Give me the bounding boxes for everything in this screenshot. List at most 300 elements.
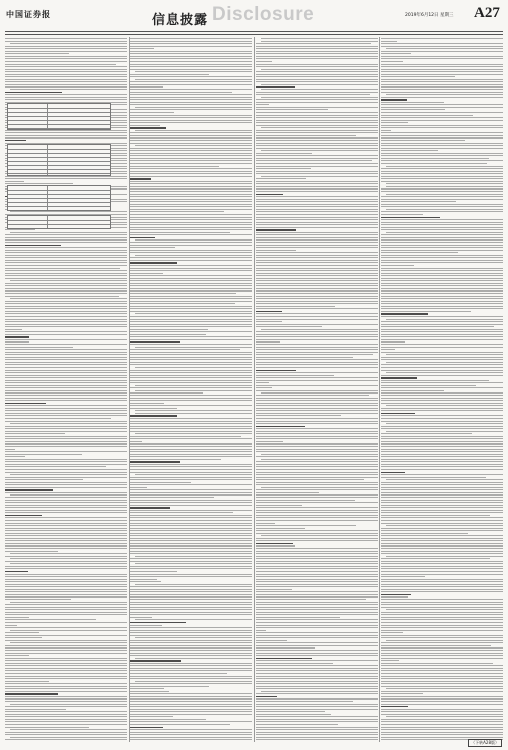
text-line — [256, 46, 378, 47]
text-line — [381, 280, 503, 281]
text-line — [381, 347, 503, 348]
text-line — [130, 232, 230, 233]
text-line — [130, 104, 252, 105]
text-line — [256, 594, 378, 595]
text-line — [386, 431, 503, 432]
text-line — [5, 556, 127, 557]
text-line — [5, 301, 127, 302]
text-line — [381, 125, 503, 126]
text-line — [381, 421, 503, 422]
text-line — [135, 71, 252, 72]
text-line — [381, 451, 503, 452]
text-line — [5, 533, 127, 534]
text-line — [381, 535, 503, 536]
text-line — [130, 668, 252, 669]
text-line — [130, 469, 252, 470]
text-line — [5, 647, 127, 648]
text-line — [256, 698, 378, 699]
text-line — [256, 86, 295, 87]
text-line — [130, 607, 252, 608]
text-line — [386, 405, 503, 406]
text-line — [130, 716, 172, 717]
table-row-rule — [8, 206, 110, 207]
text-line — [256, 296, 378, 297]
text-line — [5, 456, 25, 457]
text-line — [381, 574, 503, 575]
text-line — [256, 721, 378, 722]
text-line — [130, 38, 252, 39]
text-line — [5, 693, 58, 694]
text-line — [5, 239, 127, 240]
table-column-rule — [47, 186, 48, 210]
text-line — [5, 596, 127, 597]
text-line — [130, 520, 252, 521]
text-line — [381, 275, 503, 276]
text-line — [10, 602, 127, 603]
text-line — [130, 48, 153, 49]
text-line — [130, 426, 252, 427]
table-column-rule — [47, 145, 48, 175]
text-line — [256, 255, 378, 256]
text-line — [256, 479, 365, 480]
text-line — [256, 739, 378, 740]
text-line — [130, 196, 252, 197]
text-line — [381, 334, 503, 335]
text-line — [5, 706, 127, 707]
table-row-rule — [8, 157, 110, 158]
text-line — [130, 663, 252, 664]
text-line — [5, 711, 127, 712]
text-line — [256, 66, 378, 67]
text-line — [381, 367, 503, 368]
table-row-rule — [8, 108, 110, 109]
text-line — [381, 326, 494, 327]
column-divider — [129, 37, 130, 742]
text-line — [5, 589, 127, 590]
text-line — [130, 459, 220, 460]
text-line — [5, 576, 127, 577]
text-line — [130, 188, 252, 189]
text-line — [256, 538, 378, 539]
text-line — [381, 466, 503, 467]
text-line — [130, 122, 252, 123]
text-line — [5, 673, 127, 674]
text-line — [5, 454, 82, 455]
text-line — [130, 642, 252, 643]
text-line — [130, 691, 169, 692]
text-line — [256, 642, 378, 643]
text-line — [256, 489, 378, 490]
text-line — [381, 112, 503, 113]
text-line — [130, 117, 252, 118]
text-line — [256, 53, 378, 54]
text-line — [5, 594, 127, 595]
text-line — [130, 234, 252, 235]
text-line — [381, 523, 503, 524]
text-line — [381, 410, 503, 411]
text-line — [381, 678, 503, 679]
text-line — [256, 403, 378, 404]
text-line — [381, 168, 503, 169]
text-line — [130, 602, 252, 603]
text-line — [381, 619, 503, 620]
text-line — [256, 270, 378, 271]
text-line — [5, 341, 29, 342]
data-table — [7, 144, 111, 176]
text-line — [130, 482, 190, 483]
text-line — [130, 102, 252, 103]
text-line — [381, 364, 503, 365]
text-line — [10, 642, 127, 643]
text-line — [261, 150, 378, 151]
text-line — [381, 729, 503, 730]
text-line — [256, 183, 378, 184]
text-line — [256, 548, 378, 549]
text-line — [381, 283, 503, 284]
text-line — [5, 349, 127, 350]
text-line — [10, 563, 127, 564]
text-line — [5, 635, 127, 636]
text-line — [256, 507, 378, 508]
text-line — [5, 262, 127, 263]
text-line — [381, 517, 503, 518]
text-line — [5, 658, 127, 659]
text-line — [381, 400, 503, 401]
text-line — [130, 596, 252, 597]
text-line — [256, 321, 282, 322]
text-line — [256, 421, 378, 422]
text-line — [130, 387, 252, 388]
text-line — [386, 94, 503, 95]
text-line — [5, 492, 127, 493]
text-line — [5, 324, 127, 325]
text-line — [5, 568, 127, 569]
text-line — [130, 477, 252, 478]
text-line — [130, 625, 162, 626]
text-line — [130, 693, 252, 694]
text-line — [381, 64, 503, 65]
text-line — [256, 375, 334, 376]
text-line — [5, 676, 127, 677]
text-line — [381, 676, 503, 677]
text-line — [256, 117, 378, 118]
text-line — [381, 604, 503, 605]
text-line — [256, 115, 378, 116]
text-line — [5, 290, 127, 291]
text-line — [256, 571, 378, 572]
text-line — [381, 617, 503, 618]
text-line — [5, 76, 127, 77]
text-line — [5, 398, 127, 399]
text-line — [130, 533, 252, 534]
text-line — [135, 313, 252, 314]
text-line — [130, 372, 252, 373]
text-line — [381, 484, 503, 485]
text-line — [256, 211, 378, 212]
text-line — [5, 331, 127, 332]
text-line — [130, 676, 252, 677]
text-line — [5, 502, 127, 503]
text-line — [256, 561, 378, 562]
text-line — [256, 673, 378, 674]
text-line — [256, 301, 378, 302]
text-line — [130, 260, 252, 261]
text-line — [256, 625, 378, 626]
text-line — [381, 505, 503, 506]
text-line — [5, 293, 127, 294]
text-line — [256, 658, 312, 659]
text-line — [5, 681, 49, 682]
text-line — [5, 257, 127, 258]
text-line — [381, 306, 503, 307]
text-line — [381, 204, 503, 205]
text-line — [5, 617, 29, 618]
text-line — [381, 148, 503, 149]
text-line — [381, 81, 503, 82]
text-line — [135, 107, 252, 108]
text-line — [5, 530, 127, 531]
text-line — [130, 721, 252, 722]
text-line — [381, 497, 503, 498]
text-line — [381, 46, 503, 47]
text-line — [130, 505, 252, 506]
text-line — [381, 107, 503, 108]
text-line — [256, 428, 378, 429]
text-line — [130, 46, 252, 47]
text-line — [381, 494, 503, 495]
text-line — [130, 199, 252, 200]
text-line — [381, 163, 487, 164]
text-line — [381, 56, 503, 57]
text-line — [5, 477, 127, 478]
text-line — [381, 331, 503, 332]
table-row-rule — [8, 124, 110, 125]
text-line — [5, 561, 127, 562]
text-line — [256, 551, 378, 552]
text-line — [5, 137, 127, 138]
text-line — [5, 58, 127, 59]
text-line — [256, 232, 378, 233]
text-line — [5, 472, 127, 473]
page-body — [5, 37, 503, 742]
text-line — [10, 43, 127, 44]
text-line — [381, 418, 503, 419]
text-line — [5, 385, 127, 386]
text-line — [256, 477, 378, 478]
text-line — [381, 500, 503, 501]
table-row-rule — [8, 194, 110, 195]
text-line — [5, 721, 127, 722]
text-line — [256, 155, 378, 156]
text-line — [381, 321, 503, 322]
text-line — [130, 512, 232, 513]
text-line — [5, 260, 127, 261]
text-line — [130, 591, 252, 592]
text-line — [130, 737, 252, 738]
text-line — [386, 525, 503, 526]
text-line — [130, 421, 252, 422]
text-line — [130, 635, 252, 636]
text-line — [381, 579, 503, 580]
text-line — [256, 426, 305, 427]
text-line — [5, 81, 127, 82]
text-line — [5, 268, 120, 269]
text-line — [5, 275, 127, 276]
text-line — [256, 645, 378, 646]
text-line — [381, 250, 503, 251]
text-line — [256, 472, 378, 473]
text-line — [130, 380, 252, 381]
text-line — [256, 48, 378, 49]
text-line — [10, 232, 127, 233]
text-line — [130, 714, 252, 715]
text-line — [5, 270, 127, 271]
text-line — [381, 375, 503, 376]
text-line — [5, 408, 127, 409]
text-line — [135, 637, 252, 638]
text-line — [256, 655, 378, 656]
text-line — [256, 408, 378, 409]
text-line — [256, 517, 378, 518]
text-line — [256, 576, 378, 577]
text-line — [256, 168, 311, 169]
text-line — [256, 245, 378, 246]
text-line — [381, 637, 503, 638]
text-line — [256, 308, 378, 309]
text-line — [130, 352, 252, 353]
text-line — [256, 724, 338, 725]
text-line — [130, 69, 252, 70]
text-line — [130, 627, 252, 628]
text-line — [256, 288, 378, 289]
text-line — [5, 599, 71, 600]
text-line — [381, 278, 503, 279]
text-line — [381, 512, 503, 513]
text-line — [130, 709, 252, 710]
text-line — [381, 454, 503, 455]
text-line — [130, 538, 252, 539]
text-line — [5, 97, 127, 98]
data-table — [7, 215, 111, 229]
text-line — [130, 701, 252, 702]
text-line — [381, 181, 503, 182]
text-line — [130, 449, 252, 450]
text-line — [130, 594, 252, 595]
text-line — [5, 362, 127, 363]
text-line — [256, 283, 378, 284]
text-line — [5, 579, 127, 580]
text-line — [381, 288, 503, 289]
text-line — [130, 479, 252, 480]
text-line — [5, 627, 127, 628]
text-line — [381, 734, 503, 735]
text-line — [5, 609, 127, 610]
text-line — [256, 704, 378, 705]
text-line — [381, 153, 503, 154]
text-line — [256, 607, 378, 608]
text-line — [130, 487, 147, 488]
text-line — [381, 135, 503, 136]
text-line — [386, 688, 503, 689]
text-line — [130, 545, 252, 546]
text-line — [256, 257, 378, 258]
text-line — [381, 176, 503, 177]
text-line — [381, 109, 445, 110]
text-line — [381, 647, 503, 648]
text-line — [381, 242, 503, 243]
text-line — [256, 326, 323, 327]
text-line — [256, 431, 378, 432]
text-line — [381, 701, 503, 702]
text-line — [130, 270, 252, 271]
text-line — [256, 604, 378, 605]
text-line — [381, 173, 503, 174]
text-line — [130, 581, 161, 582]
text-line — [381, 140, 465, 141]
text-line — [130, 446, 252, 447]
text-line — [135, 145, 252, 146]
text-line — [5, 66, 127, 67]
text-line — [256, 668, 378, 669]
text-line — [130, 510, 252, 511]
text-line — [381, 691, 503, 692]
text-line — [256, 446, 378, 447]
text-line — [381, 290, 503, 291]
text-line — [381, 199, 503, 200]
text-line — [261, 487, 378, 488]
text-line — [130, 400, 252, 401]
text-line — [256, 148, 378, 149]
text-line — [130, 403, 164, 404]
text-line — [256, 387, 272, 388]
text-line — [5, 461, 127, 462]
text-line — [130, 502, 252, 503]
text-line — [5, 237, 127, 238]
text-line — [130, 153, 252, 154]
text-line — [5, 487, 127, 488]
text-line — [130, 492, 252, 493]
text-line — [5, 566, 127, 567]
text-line — [381, 545, 503, 546]
text-line — [135, 658, 252, 659]
text-line — [381, 239, 503, 240]
text-line — [130, 576, 252, 577]
text-line — [381, 441, 503, 442]
text-column — [130, 37, 252, 742]
text-line — [256, 405, 378, 406]
text-line — [130, 706, 252, 707]
text-line — [130, 540, 252, 541]
text-line — [256, 229, 297, 230]
text-line — [5, 308, 127, 309]
text-line — [5, 181, 24, 182]
text-line — [130, 423, 252, 424]
text-line — [5, 670, 127, 671]
text-line — [5, 421, 127, 422]
text-line — [256, 678, 378, 679]
text-line — [261, 84, 378, 85]
text-line — [256, 64, 378, 65]
text-line — [256, 711, 326, 712]
text-line — [381, 120, 503, 121]
text-line — [5, 135, 127, 136]
text-line — [5, 622, 127, 623]
table-row-rule — [8, 112, 110, 113]
text-line — [256, 647, 316, 648]
text-line — [5, 370, 127, 371]
text-line — [256, 102, 378, 103]
text-line — [10, 630, 127, 631]
